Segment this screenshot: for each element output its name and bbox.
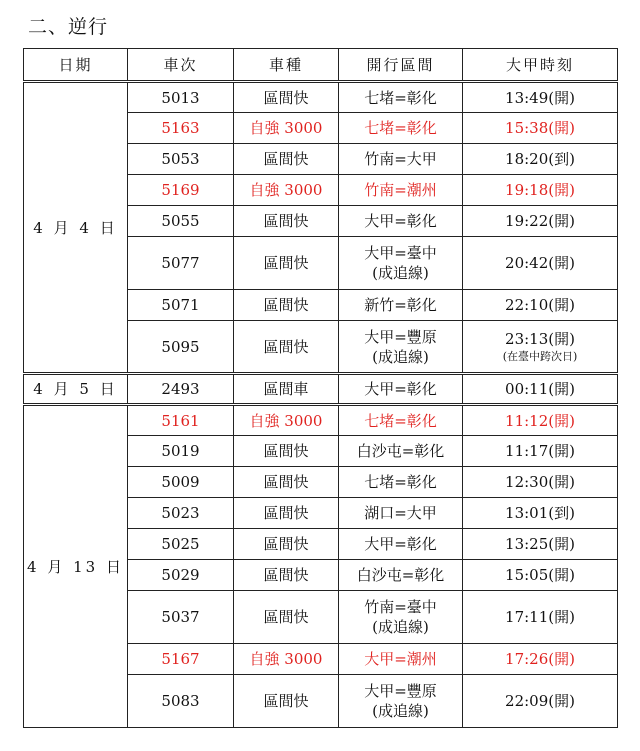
train-type-cell: 區間快 — [234, 467, 339, 498]
route-text: 湖口=大甲 — [364, 504, 437, 522]
train-number-cell: 5077 — [128, 237, 234, 290]
table-header-row — [24, 49, 618, 82]
train-number-cell: 5013 — [128, 82, 234, 113]
train-number-cell: 5029 — [128, 560, 234, 591]
train-number-cell: 5163 — [128, 113, 234, 144]
route-cell — [339, 591, 463, 644]
time-cell — [463, 467, 618, 498]
schedule-body — [24, 82, 618, 728]
route-note: (成追線) — [372, 702, 429, 720]
time-text: 15:38(開) — [505, 119, 575, 137]
time-text: 18:20(到) — [505, 150, 575, 168]
route-cell — [339, 206, 463, 237]
route-cell — [339, 644, 463, 675]
time-note: (在臺中跨次日) — [502, 349, 578, 363]
time-text: 22:10(開) — [505, 296, 575, 314]
time-cell — [463, 644, 618, 675]
route-text: 七堵=彰化 — [364, 473, 437, 491]
time-cell — [463, 436, 618, 467]
table-row — [24, 405, 618, 436]
train-type-cell: 區間快 — [234, 591, 339, 644]
header-dajia-time: 大甲時刻 — [463, 49, 618, 82]
train-type-cell: 區間快 — [234, 675, 339, 728]
train-number-cell: 5019 — [128, 436, 234, 467]
date-cell: 4 月 5 日 — [24, 374, 128, 405]
train-type-cell: 區間快 — [234, 436, 339, 467]
time-cell — [463, 237, 618, 290]
time-text: 11:12(開) — [505, 411, 575, 430]
time-text: 17:26(開) — [505, 650, 575, 668]
route-cell — [339, 175, 463, 206]
train-number-cell: 5083 — [128, 675, 234, 728]
header-route: 開行區間 — [339, 49, 463, 82]
route-cell — [339, 144, 463, 175]
train-number-cell: 5167 — [128, 644, 234, 675]
route-cell — [339, 321, 463, 374]
time-cell — [463, 591, 618, 644]
route-text: 大甲=彰化 — [364, 212, 437, 230]
section-heading: 二、逆行 — [28, 16, 109, 38]
route-cell — [339, 467, 463, 498]
table-row — [24, 374, 618, 405]
route-text: 白沙屯=彰化 — [356, 442, 445, 460]
route-cell — [339, 529, 463, 560]
time-text: 13:49(開) — [505, 88, 575, 107]
train-type-cell: 區間快 — [234, 237, 339, 290]
route-cell — [339, 113, 463, 144]
route-note: (成追線) — [372, 264, 429, 282]
route-cell — [339, 436, 463, 467]
route-cell — [339, 675, 463, 728]
time-cell — [463, 206, 618, 237]
train-number-cell: 5009 — [128, 467, 234, 498]
train-type-cell: 自強 3000 — [234, 175, 339, 206]
train-number-cell: 5055 — [128, 206, 234, 237]
train-type-cell: 區間快 — [234, 560, 339, 591]
time-text: 19:22(開) — [505, 212, 575, 230]
time-text: 12:30(開) — [505, 473, 575, 491]
time-text: 15:05(開) — [505, 566, 575, 584]
train-type-cell: 區間快 — [234, 206, 339, 237]
train-number-cell: 5053 — [128, 144, 234, 175]
time-cell — [463, 144, 618, 175]
header-train-type: 車種 — [234, 49, 339, 82]
route-cell — [339, 237, 463, 290]
header-date: 日期 — [24, 49, 128, 82]
time-text: 23:13(開) — [505, 329, 575, 348]
time-cell — [463, 321, 618, 374]
time-text: 00:11(開) — [505, 380, 575, 398]
route-cell — [339, 374, 463, 405]
route-text: 大甲=豐原 — [364, 327, 437, 346]
train-number-cell: 5071 — [128, 290, 234, 321]
route-text: 七堵=彰化 — [364, 411, 437, 430]
route-text: 大甲=潮州 — [364, 650, 437, 668]
route-cell — [339, 82, 463, 113]
route-cell — [339, 290, 463, 321]
route-text: 大甲=彰化 — [364, 380, 437, 398]
route-note: (成追線) — [372, 618, 429, 636]
route-cell — [339, 405, 463, 436]
route-text: 大甲=臺中 — [364, 244, 437, 262]
time-text: 13:25(開) — [505, 535, 575, 553]
date-cell: 4 月 13 日 — [24, 405, 128, 728]
train-type-cell: 區間快 — [234, 321, 339, 374]
route-text: 新竹=彰化 — [364, 296, 437, 314]
time-text: 13:01(到) — [505, 504, 575, 522]
time-text: 20:42(開) — [505, 254, 575, 272]
train-type-cell: 區間快 — [234, 290, 339, 321]
time-cell — [463, 675, 618, 728]
time-text: 22:09(開) — [505, 692, 575, 710]
schedule-table — [23, 48, 618, 728]
train-number-cell: 5025 — [128, 529, 234, 560]
train-type-cell: 區間車 — [234, 374, 339, 405]
time-text: 17:11(開) — [505, 608, 575, 626]
train-number-cell: 5037 — [128, 591, 234, 644]
time-cell — [463, 405, 618, 436]
route-text: 七堵=彰化 — [364, 88, 437, 107]
train-type-cell: 區間快 — [234, 529, 339, 560]
train-number-cell: 5095 — [128, 321, 234, 374]
train-number-cell: 2493 — [128, 374, 234, 405]
time-text: 19:18(開) — [505, 181, 575, 199]
train-type-cell: 自強 3000 — [234, 405, 339, 436]
time-text: 11:17(開) — [505, 442, 575, 460]
route-cell — [339, 560, 463, 591]
date-cell: 4 月 4 日 — [24, 82, 128, 374]
train-type-cell: 區間快 — [234, 498, 339, 529]
train-type-cell: 區間快 — [234, 144, 339, 175]
route-text: 竹南=臺中 — [364, 598, 437, 616]
time-cell — [463, 175, 618, 206]
train-type-cell: 自強 3000 — [234, 113, 339, 144]
train-number-cell: 5169 — [128, 175, 234, 206]
time-cell — [463, 374, 618, 405]
time-cell — [463, 82, 618, 113]
time-cell — [463, 290, 618, 321]
route-text: 七堵=彰化 — [364, 119, 437, 137]
route-text: 竹南=潮州 — [364, 181, 437, 199]
train-number-cell: 5023 — [128, 498, 234, 529]
time-cell — [463, 560, 618, 591]
route-note: (成追線) — [372, 347, 429, 366]
route-text: 大甲=豐原 — [364, 682, 437, 700]
train-type-cell: 區間快 — [234, 82, 339, 113]
train-number-cell: 5161 — [128, 405, 234, 436]
time-cell — [463, 529, 618, 560]
time-cell — [463, 113, 618, 144]
route-text: 竹南=大甲 — [364, 150, 437, 168]
header-train-number: 車次 — [128, 49, 234, 82]
route-cell — [339, 498, 463, 529]
table-row — [24, 82, 618, 113]
route-text: 大甲=彰化 — [364, 535, 437, 553]
route-text: 白沙屯=彰化 — [356, 566, 445, 584]
train-type-cell: 自強 3000 — [234, 644, 339, 675]
time-cell — [463, 498, 618, 529]
